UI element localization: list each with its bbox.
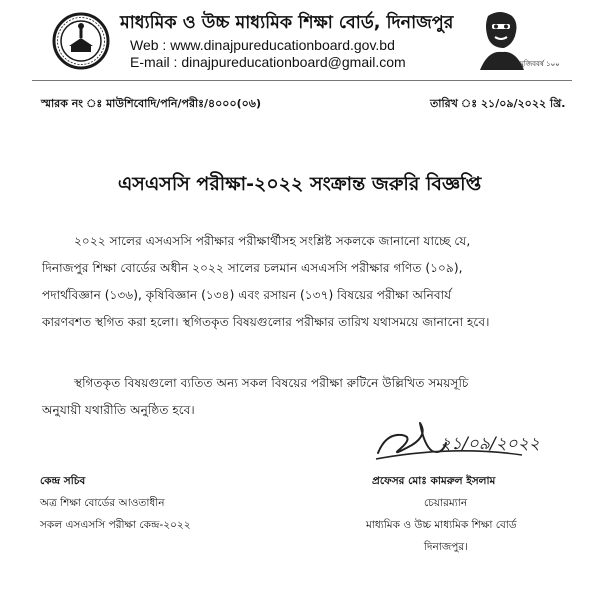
paragraph-2-line: অনুযায়ী যথারীতি অনুষ্ঠিত হবে। xyxy=(42,403,195,417)
signatory-city: দিনাজপুর। xyxy=(424,541,468,553)
paragraph-1-line: ২০২২ সালের এসএসসি পরীক্ষার পরীক্ষার্থীসহ সংশ্লিষ্ট সকলকে জানানো যাচ্ছে যে, xyxy=(74,234,471,248)
memo-date: তারিখ ঃ ২১/০৯/২০২২ খ্রি. xyxy=(430,97,566,110)
board-seal-logo xyxy=(52,12,110,70)
paragraph-1-line: পদার্থবিজ্ঞান (১৩৬), কৃষিবিজ্ঞান (১৩৪) এবং রসায়ন (১৩৭) বিষয়ের পরীক্ষা অনিবার্য xyxy=(42,288,452,302)
signatory-title: চেয়ারম্যান xyxy=(424,497,468,509)
emblem-caption: মুজিববর্ষ ১০০ xyxy=(520,60,560,68)
paragraph-2-line: স্থগিতকৃত বিষয়গুলো ব্যতিত অন্য সকল বিষয়ের পরীক্ষা রুটিনে উল্লিখিত সময়সূচি xyxy=(74,376,469,390)
recipient-line-3: সকল এসএসসি পরীক্ষা কেন্দ্র-২০২২ xyxy=(40,519,191,531)
memo-number: স্মারক নং ঃ মাউশিবোদি/পনি/পরীঃ/৪০০০(০৬) xyxy=(41,97,261,110)
signatory-name: প্রফেসর মোঃ কামরুল ইসলাম xyxy=(372,475,496,487)
paragraph-1-line: দিনাজপুর শিক্ষা বোর্ডের অধীন ২০২২ সালের চলমান এসএসসি পরীক্ষার গণিত (১০৯), xyxy=(42,261,463,275)
handwritten-signature xyxy=(372,415,582,475)
notice-paragraph-1 xyxy=(42,228,557,336)
board-email: E-mail : dinajpureducationboard@gmail.com xyxy=(130,54,406,70)
letterhead-divider xyxy=(32,80,572,81)
board-website: Web : www.dinajpureducationboard.gov.bd xyxy=(130,37,395,53)
signature-date: ২১/০৯/২০২২ xyxy=(440,434,540,454)
paragraph-1-line: কারণবশত স্থগিত করা হলো। স্থগিতকৃত বিষয়গুলোর পরীক্ষার তারিখ যথাসময়ে জানানো হবে। xyxy=(42,315,490,329)
recipient-line-2: অত্র শিক্ষা বোর্ডের আওতাধীন xyxy=(40,497,165,509)
mujib-borsho-emblem xyxy=(470,10,560,72)
notice-title: এসএসসি পরীক্ষা-২০২২ সংক্রান্ত জরুরি বিজ্ঞপ্তি xyxy=(117,173,482,195)
signatory-board: মাধ্যমিক ও উচ্চ মাধ্যমিক শিক্ষা বোর্ড xyxy=(366,519,517,531)
recipient-role: কেন্দ্র সচিব xyxy=(40,475,86,487)
board-name-heading: মাধ্যমিক ও উচ্চ মাধ্যমিক শিক্ষা বোর্ড, দিনাজপুর xyxy=(120,13,454,33)
